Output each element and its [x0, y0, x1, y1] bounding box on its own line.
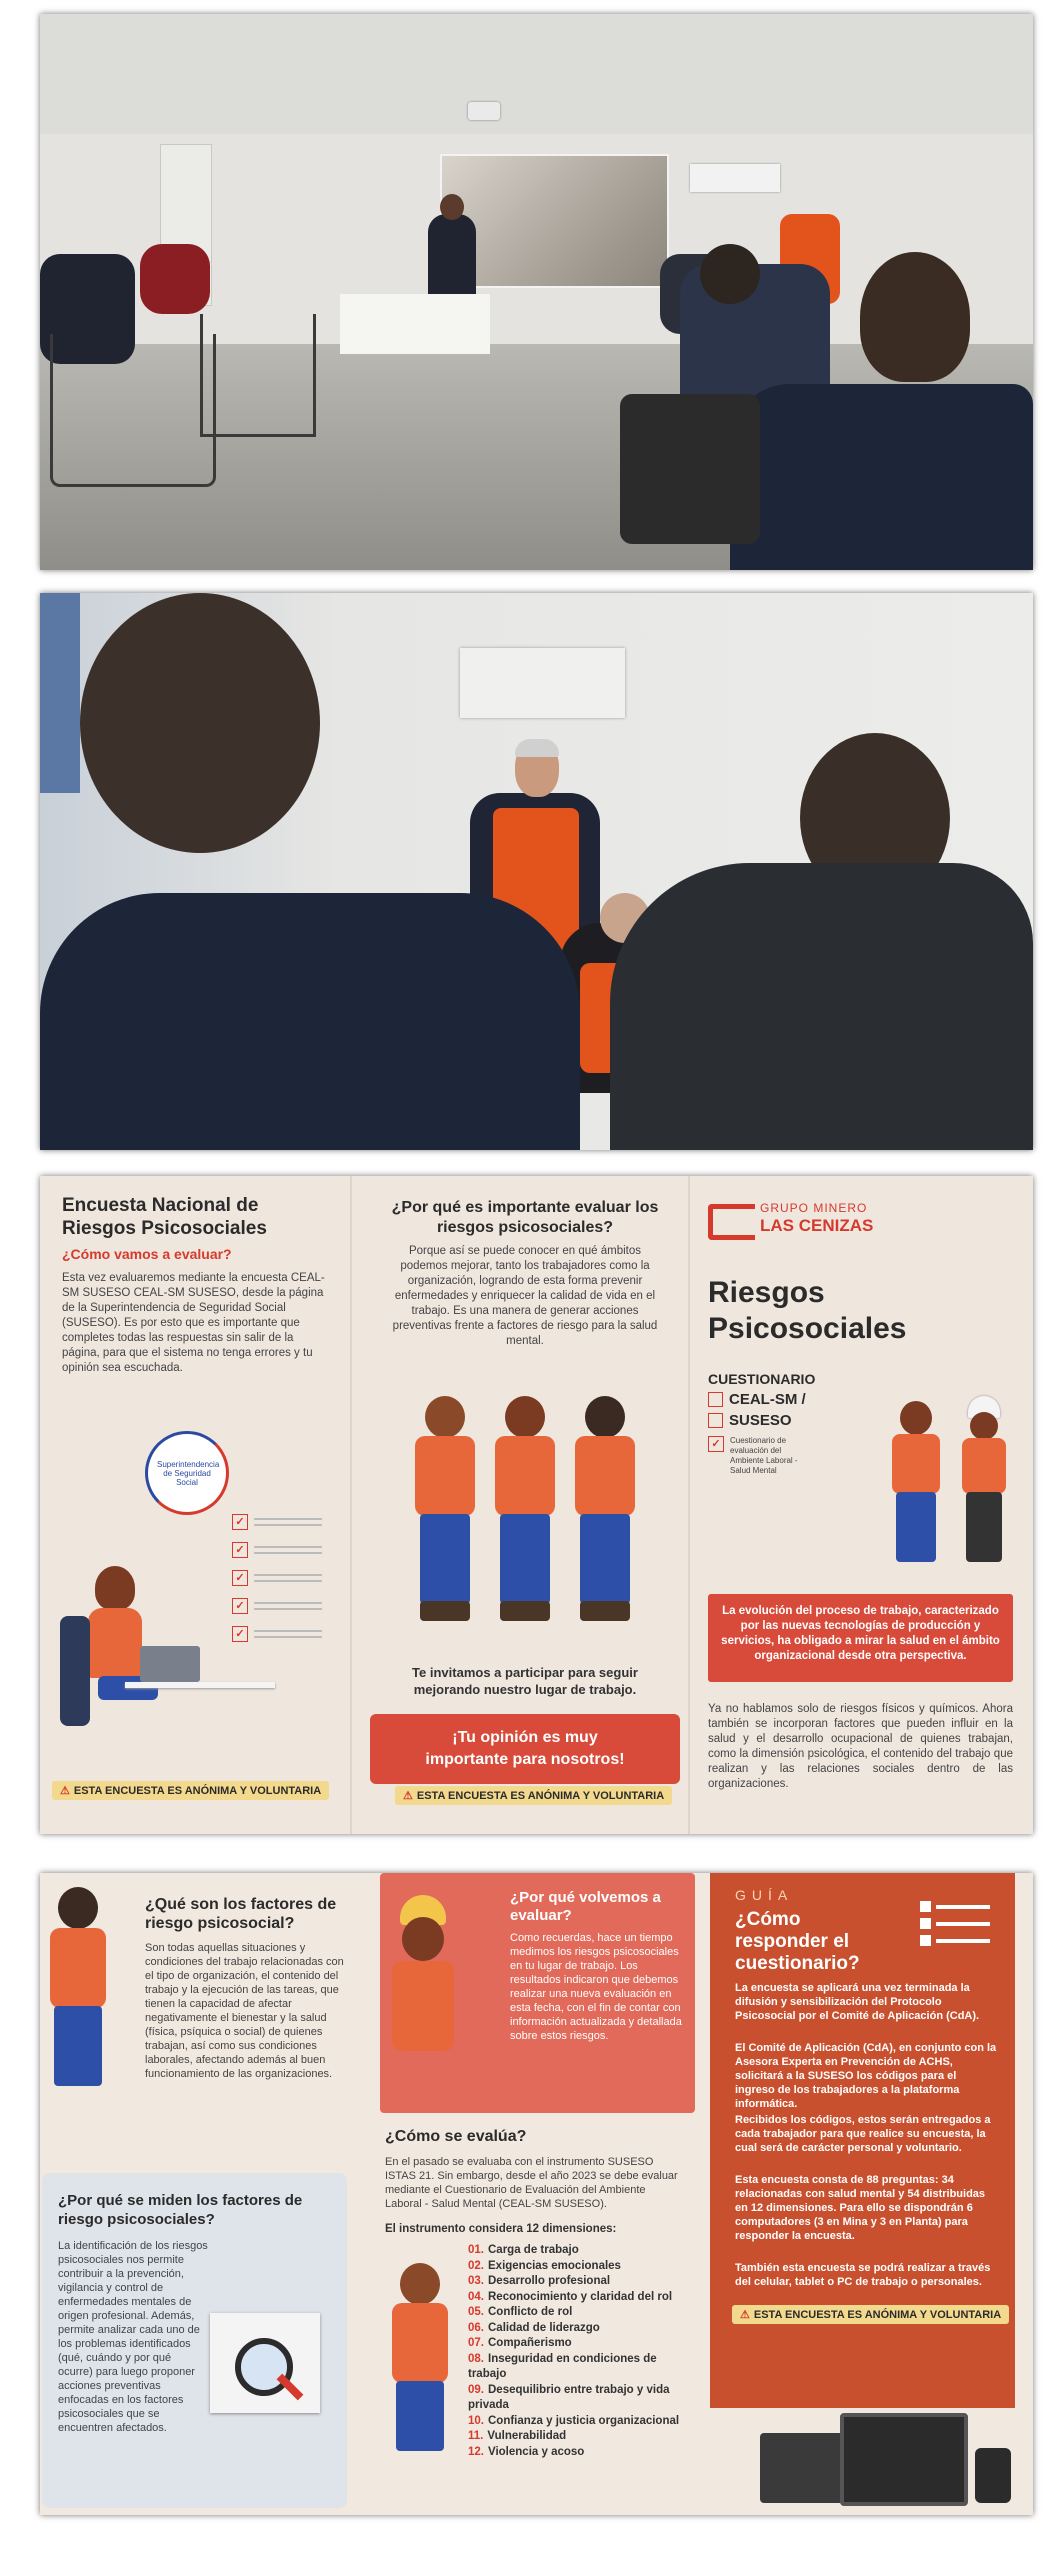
dimension-number: 11. [468, 2430, 484, 2442]
anonymous-pill [395, 1786, 672, 1805]
foreground-shoulders [40, 893, 580, 1150]
logo-text-top: GRUPO MINERO [760, 1201, 868, 1215]
worker-illustration-head [970, 1412, 998, 1440]
dimension-item [468, 2336, 693, 2352]
dimension-number: 12. [468, 2445, 484, 2458]
dimensions-list [468, 2243, 693, 2460]
worker-illustration-body [392, 2303, 448, 2383]
chair-illustration [60, 1616, 90, 1726]
warning-icon: ⚠ [740, 2309, 750, 2321]
phone-illustration [975, 2448, 1011, 2503]
banner-label: ¡Tu opinión es muy importante para nosotros! [425, 1729, 625, 1768]
dimension-number: 03. [468, 2275, 484, 2287]
foreground-jacket [610, 863, 1033, 1150]
dimension-number: 09. [468, 2383, 484, 2396]
projection-edge [40, 593, 80, 793]
dimension-label: Desarrollo profesional [488, 2275, 611, 2287]
ceal-label: CEAL-SM / [729, 1391, 806, 1408]
company-logo-icon [708, 1204, 755, 1240]
suseso-label: SUSESO [729, 1412, 792, 1429]
presenter-head [440, 194, 464, 220]
worker-illustration-body [892, 1434, 940, 1494]
invite-text: Te invitamos a participar para seguir mejorando nuestro lugar de trabajo. [412, 1665, 638, 1697]
fold-line [688, 1176, 690, 1834]
dimension-number: 08. [468, 2352, 484, 2365]
check-icon: ✓ [232, 1542, 248, 1558]
attendee-head [700, 244, 760, 304]
panel-title: ¿Qué son los factores de riesgo psicosocial? [145, 1896, 337, 1932]
dimension-item [468, 2305, 693, 2321]
worker-illustration-body [392, 1961, 454, 2051]
panel-body: Ya no hablamos solo de riesgos físicos y químicos. Ahora también se incorporan factores que pueden influir en la salud y el desarrollo ocupacional de quienes trabajan, como la dimensión psicológica, el contenido del trabajo que realizan y las relaciones sociales dentro de las organizaciones. [708, 1703, 1013, 1790]
dimension-item [468, 2445, 693, 2461]
dimension-item [468, 2429, 693, 2445]
foreground-head [80, 593, 320, 853]
worker-illustration-legs [54, 2006, 102, 2086]
guide-step-1: La encuesta se aplicará una vez terminada la difusión y sensibilización del Protocolo Psicosocial por el Comité de Aplicación (CdA). [735, 1982, 980, 2022]
desk-illustration [125, 1682, 275, 1688]
check-icon: ✓ [232, 1598, 248, 1614]
anonymous-pill [52, 1781, 329, 1800]
checkbox-icon [708, 1392, 723, 1407]
worker-illustration-body [962, 1438, 1006, 1494]
dimension-number: 06. [468, 2321, 484, 2334]
air-conditioner [690, 164, 780, 192]
panel-title: ¿Por qué es importante evaluar los riesgos psicosociales? [391, 1199, 659, 1236]
chair [50, 334, 216, 487]
worker-illustration-body [50, 1928, 106, 2008]
dimension-number: 04. [468, 2290, 484, 2303]
check-icon: ✓ [232, 1626, 248, 1642]
main-title-line1: Riesgos [708, 1276, 825, 1309]
worker-illustration-head [900, 1401, 932, 1435]
attendee-head-foreground [860, 252, 970, 382]
opinion-banner [370, 1714, 680, 1784]
dimension-label: Confianza y justicia organizacional [488, 2414, 680, 2427]
panel-body: En el pasado se evaluaba con el instrumento SUSESO ISTAS 21. Sin embargo, desde el año 2023 se debe evaluar mediante el Cuestionario de Evaluación del Ambiente Laboral - Salud Mental (CEAL-SM SUSESO). [385, 2156, 678, 2210]
desk [340, 294, 490, 354]
pill-label: ESTA ENCUESTA ES ANÓNIMA Y VOLUNTARIA [73, 1785, 322, 1797]
attendee-foreground [730, 384, 1033, 570]
seal-text: Superintendencia de Seguridad Social [157, 1459, 220, 1487]
evolution-banner: La evolución del proceso de trabajo, caracterizado por las nuevas tecnologías de producción y servicios, ha obligado a mirar la salud en el ámbito organizacional desde otra perspectiva. [708, 1594, 1013, 1682]
pill-label: ESTA ENCUESTA ES ANÓNIMA Y VOLUNTARIA [753, 2309, 1002, 2321]
dimension-label: Compañerismo [488, 2337, 572, 2349]
dimension-item [468, 2414, 693, 2430]
ceiling [40, 14, 1033, 134]
worker-illustration-head [400, 2263, 440, 2305]
chair-foreground [620, 394, 760, 544]
worker-illustration-legs [896, 1492, 936, 1562]
attendee [140, 244, 210, 314]
panel-body: Esta vez evaluaremos mediante la encuesta CEAL-SM SUSESO CEAL-SM SUSESO, desde la página de la Superintendencia de Seguridad Social (SUSESO). Es por esto que es importante que completes todas las respuestas sin salir de la página, para que el sistema no tenga errores y tu opinión sea escuchada. [62, 1272, 325, 1374]
pill-label: ESTA ENCUESTA ES ANÓNIMA Y VOLUNTARIA [416, 1790, 665, 1802]
warning-icon: ⚠ [403, 1790, 413, 1802]
dimension-label: Inseguridad en condiciones de trabajo [468, 2352, 657, 2380]
dimension-label: Reconocimiento y claridad del rol [488, 2290, 673, 2303]
guide-step-5: También esta encuesta se podrá realizar a través del celular, tablet o PC de trabajo o personales. [735, 2262, 991, 2288]
panel-body: Como recuerdas, hace un tiempo medimos los riesgos psicosociales en tu lugar de trabajo. Los resultados indicaron que debemos realizar una nueva evaluación en esta fecha, con el fin de contar con información actualizada y detallada sobre estos riesgos. [510, 1932, 682, 2042]
worker-illustration-legs [966, 1492, 1002, 1562]
panel-title: ¿Por qué se miden los factores de riesgo psicosociales? [58, 2192, 303, 2228]
brochure-front [40, 1176, 1033, 1834]
dimension-number: 05. [468, 2306, 484, 2318]
panel-title: ¿Cómo se evalúa? [385, 2128, 527, 2145]
dimension-label: Conflicto de rol [488, 2306, 573, 2318]
dimension-label: Vulnerabilidad [487, 2430, 567, 2442]
fold-line [350, 1176, 352, 1834]
air-conditioner [460, 648, 625, 718]
dimension-item [468, 2274, 693, 2290]
dimension-label: Carga de trabajo [488, 2244, 579, 2256]
photo-training-room [40, 14, 1033, 570]
dimension-label: Violencia y acoso [488, 2445, 585, 2458]
cuestionario-label: CUESTIONARIO [708, 1371, 816, 1387]
guide-step-3: Recibidos los códigos, estos serán entregados a cada trabajador para que realice su encuesta, la cual será de carácter personal y voluntario. [735, 2114, 991, 2154]
check-icon: ✓ [708, 1436, 724, 1452]
guide-step-4: Esta encuesta consta de 88 preguntas: 34 relacionadas con salud mental y 54 distribuidas en 12 dimensiones. Para ello se dispondrán 6 computadores (3 en Mina y 3 en Planta) para responder la encuesta. [735, 2174, 986, 2242]
workers-illustration [415, 1396, 645, 1646]
dimension-number: 10. [468, 2414, 484, 2427]
worker-illustration-legs [396, 2381, 444, 2451]
checked-row [708, 1436, 810, 1476]
photo-speaker [40, 593, 1033, 1150]
guide-step-2: El Comité de Aplicación (CdA), en conjunto con la Asesora Experta en Prevención de ACHS, solicitará a la SUSESO los códigos para el ingreso de los trabajadores a la plataforma informática. [735, 2042, 997, 2110]
dimension-label: Calidad de liderazgo [488, 2321, 600, 2334]
dimensions-intro: El instrumento considera 12 dimensiones: [385, 2223, 617, 2235]
dimension-number: 02. [468, 2259, 484, 2272]
chair [200, 314, 316, 437]
projector [468, 102, 500, 120]
dimension-item [468, 2321, 693, 2337]
woman-illustration-body [88, 1608, 142, 1678]
checklist-graphic [232, 1514, 322, 1642]
worker-illustration-head [402, 1917, 444, 1961]
dimension-label: Exigencias emocionales [488, 2259, 621, 2272]
warning-icon: ⚠ [60, 1785, 70, 1797]
guide-label: GUÍA [735, 1887, 794, 1903]
monitor-illustration [840, 2413, 968, 2506]
anonymous-pill [732, 2305, 1009, 2324]
dimension-item [468, 2290, 693, 2306]
laptop-illustration [140, 1646, 200, 1682]
dimension-item [468, 2383, 693, 2414]
dimension-number: 07. [468, 2337, 484, 2349]
main-title-line2: Psicosociales [708, 1312, 907, 1345]
panel-title: ¿Por qué volvemos a evaluar? [510, 1889, 661, 1924]
woman-illustration-head [95, 1566, 135, 1610]
panel-body: Son todas aquellas situaciones y condiciones del trabajo relacionadas con el tipo de organización, el contenido del trabajo y la ejecución de las tareas, que tienen la capacidad de afectar negativamente el bienestar y la salud (física, psíquica o social) de quienes trabajan, así como sus condiciones laborales, afectando además al buen funcionamiento de las organizaciones. [145, 1942, 344, 2080]
check-icon: ✓ [232, 1570, 248, 1586]
speaker-hair [515, 739, 559, 757]
dimension-item [468, 2259, 693, 2275]
brochure-back [40, 1873, 1033, 2515]
dimension-item [468, 2352, 693, 2383]
panel-title: Encuesta Nacional de Riesgos Psicosociales [62, 1195, 267, 1239]
ceal-row [708, 1391, 806, 1408]
checkbox-icon [708, 1413, 723, 1428]
dimension-item [468, 2243, 693, 2259]
dimension-label: Desequilibrio entre trabajo y vida privada [468, 2383, 670, 2411]
worker-illustration-head [58, 1887, 98, 1929]
suseso-row [708, 1412, 792, 1429]
checkbox-text: Cuestionario de evaluación del Ambiente Laboral - Salud Mental [730, 1436, 798, 1475]
suseso-seal [145, 1431, 229, 1515]
panel-subtitle: ¿Cómo vamos a evaluar? [62, 1246, 232, 1262]
guide-title: ¿Cómo responder el cuestionario? [735, 1909, 860, 1974]
check-icon: ✓ [232, 1514, 248, 1530]
checklist-icon [920, 1901, 990, 1959]
panel-body: Porque así se puede conocer en qué ámbitos podemos mejorar, tanto los trabajadores como la organización, logrando de esta forma prevenir enfermedades y enriquecer la calidad de vida en el trabajo. Es una manera de generar acciones preventivas frente a factores de riesgo para la salud mental. [392, 1245, 658, 1347]
panel-body: La identificación de los riesgos psicosociales nos permite contribuir a la prevención, vigilancia y control de enfermedades mentales de origen profesional. Además, permite analizar cada uno de los problemas identificados (qué, cuándo y por qué ocurre) para luego proponer acciones preventivas enfocadas en los factores psicosociales que se encuentren afectados. [58, 2240, 208, 2434]
dimension-number: 01. [468, 2244, 484, 2256]
logo-text-bottom: LAS CENIZAS [760, 1216, 874, 1235]
